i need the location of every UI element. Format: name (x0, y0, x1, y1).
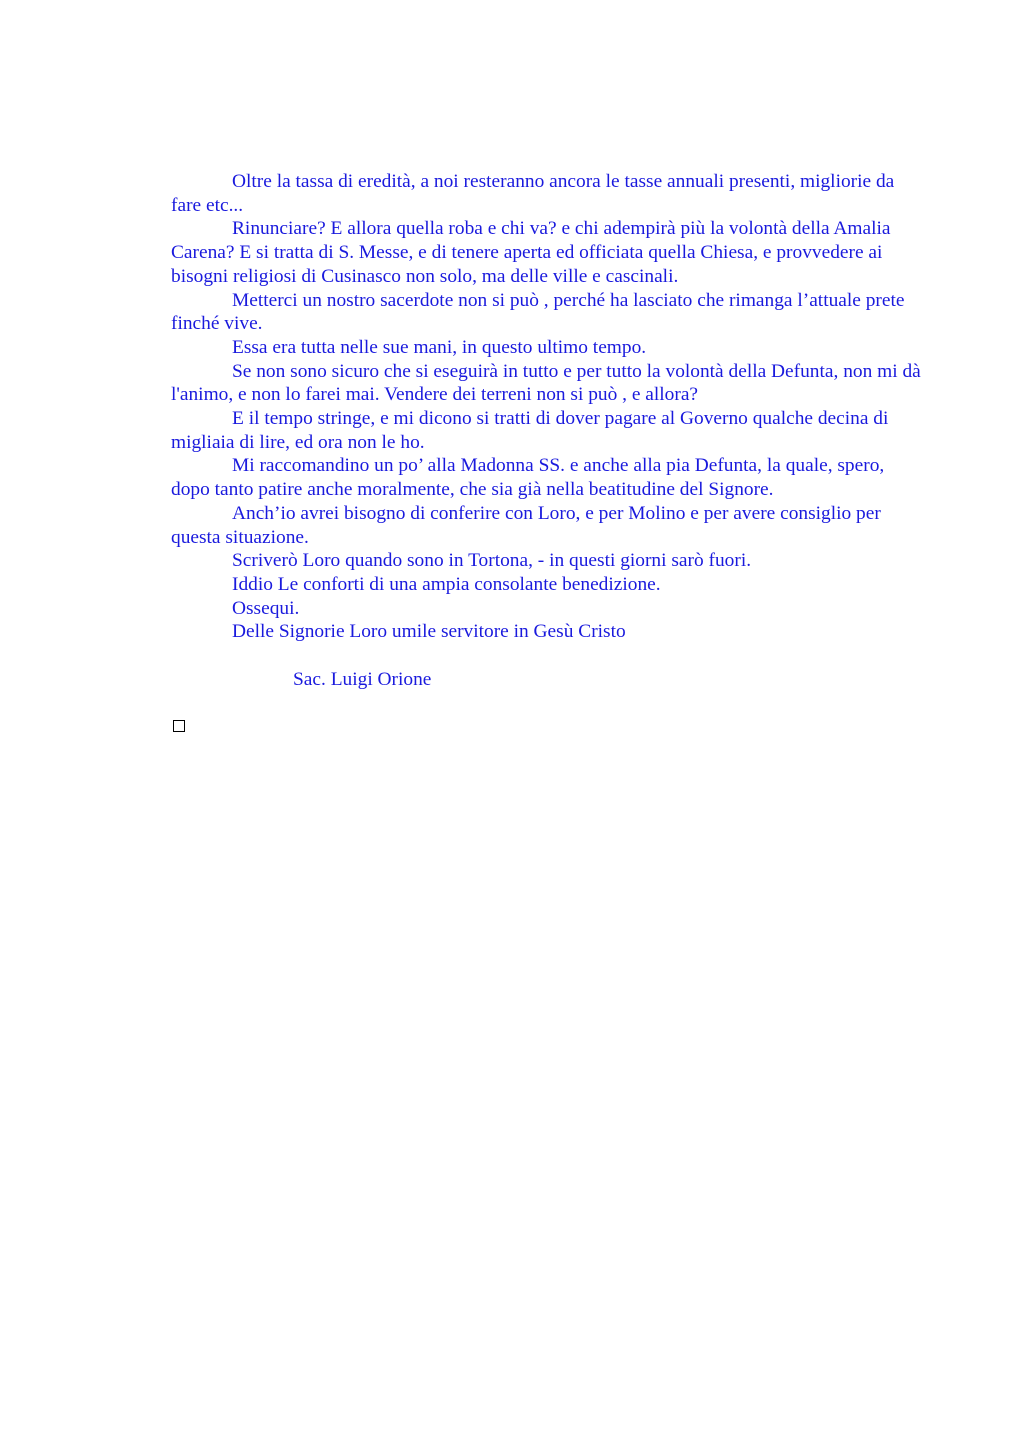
signature: Sac. Luigi Orione (293, 668, 432, 690)
paragraph-2: Rinunciare? E allora quella roba e chi va? e chi adempirà più la volontà della Amalia Carena? E si tratta di S. Messe, e di tenere aperta ed officiata quella Chiesa, e provvedere ai bisogni religiosi di Cusinasco non solo, ma delle ville e cascinali. (171, 218, 891, 287)
paragraph-11: Ossequi. (232, 597, 300, 619)
paragraph-1: Oltre la tassa di eredità, a noi resteranno ancora le tasse annuali presenti, migliorie da fare etc... (171, 171, 895, 216)
closing-line: Delle Signorie Loro umile servitore in Gesù Cristo (232, 621, 626, 643)
square-glyph-icon (173, 720, 185, 732)
paragraph-7: Mi raccomandino un po’ alla Madonna SS. e anche alla pia Defunta, la quale, spero, dopo tanto patire anche moralmente, che sia già nella beatitudine del Signore. (171, 455, 885, 501)
paragraph-4: Essa era tutta nelle sue mani, in questo ultimo tempo. (232, 336, 647, 358)
paragraph-9: Scriverò Loro quando sono in Tortona, - in questi giorni sarò fuori. (232, 550, 752, 572)
paragraph-8: Anch’io avrei bisogno di conferire con Loro, e per Molino e per avere consiglio per questa situazione. (171, 502, 881, 548)
paragraph-6: E il tempo stringe, e mi dicono si tratti di dover pagare al Governo qualche decina di migliaia di lire, ed ora non le ho. (171, 408, 889, 453)
paragraph-5: Se non sono sicuro che si eseguirà in tutto e per tutto la volontà della Defunta, non mi dà l'animo, e non lo farei mai. Vendere dei terreni non si può , e allora? (171, 360, 921, 406)
paragraph-10: Iddio Le conforti di una ampia consolante benedizione. (232, 573, 661, 595)
paragraph-3: Metterci un nostro sacerdote non si può , perché ha lasciato che rimanga l’attuale prete finché vive. (171, 289, 905, 335)
letter-body (171, 170, 927, 691)
